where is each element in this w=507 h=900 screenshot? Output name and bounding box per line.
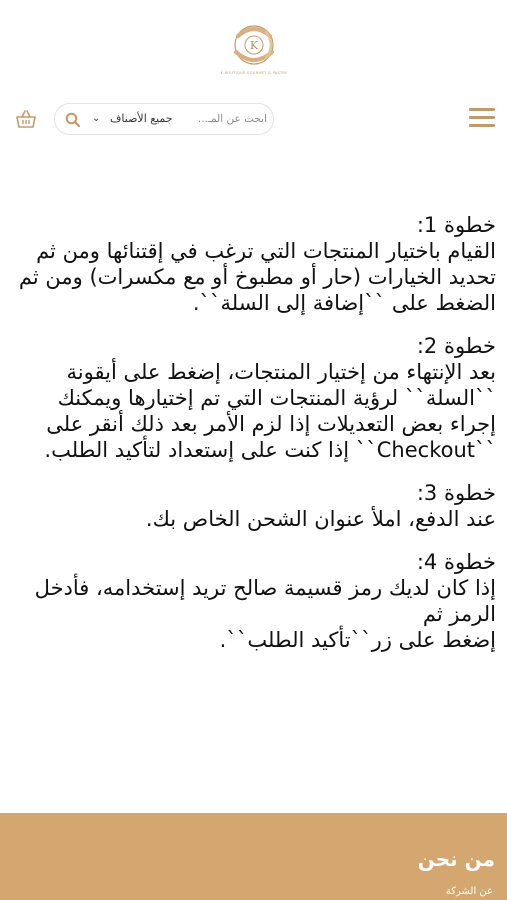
step-text: بعد الإنتهاء من إختيار المنتجات، إضغط على أيقونة ``السلة`` لرؤية المنتجات التي تم إختيارها ويمكنك إجراء بعض التعديلات إذا لزم الأمر بعد ذلك أنقر على ``Checkout`` إذا كنت على إستعداد لتأكيد الطلب. xyxy=(44,360,496,462)
site-footer xyxy=(0,813,507,900)
search-input[interactable] xyxy=(183,109,267,129)
step-text: عند الدفع، املأ عنوان الشحن الخاص بك. xyxy=(145,507,496,531)
step-text: إضغط على زر``تأكيد الطلب``. xyxy=(219,628,496,652)
search-bar xyxy=(54,103,274,135)
step-title: خطوة 4: xyxy=(416,550,496,574)
category-select[interactable]: جميع الأصناف xyxy=(110,112,173,125)
footer-link-about[interactable]: عن الشركة xyxy=(445,886,493,897)
logo-tagline: K BOUTIQUE GOURMET & PASTRY xyxy=(220,71,288,75)
hamburger-menu-icon[interactable] xyxy=(469,108,495,130)
menu-bar xyxy=(469,124,495,127)
chevron-down-icon[interactable]: ⌄ xyxy=(92,113,101,124)
brand-logo[interactable] xyxy=(218,20,290,82)
step-title: خطوة 3: xyxy=(416,481,496,505)
step-title: خطوة 1: xyxy=(416,213,496,237)
ordering-steps xyxy=(14,212,496,670)
logo-emblem-icon xyxy=(226,20,282,70)
menu-bar xyxy=(469,108,495,111)
step-text: إذا كان لديك رمز قسيمة صالح تريد إستخدامه، فأدخل الرمز ثم xyxy=(34,576,496,626)
menu-bar xyxy=(469,116,495,119)
step-2 xyxy=(14,333,496,463)
step-4 xyxy=(14,549,496,653)
search-icon[interactable] xyxy=(65,112,81,128)
svg-text:K: K xyxy=(249,39,259,52)
shopping-basket-icon xyxy=(16,110,36,128)
footer-title: من نحن xyxy=(417,847,495,871)
step-title: خطوة 2: xyxy=(416,334,496,358)
cart-button[interactable] xyxy=(16,110,36,128)
step-1 xyxy=(14,212,496,316)
step-3 xyxy=(14,480,496,532)
step-text: القيام باختيار المنتجات التي ترغب في إقتنائها ومن ثم تحديد الخيارات (حار أو مطبوخ أو مع مكسرات) ومن ثم الضغط على ``إضافة إلى السلة``. xyxy=(18,239,496,315)
